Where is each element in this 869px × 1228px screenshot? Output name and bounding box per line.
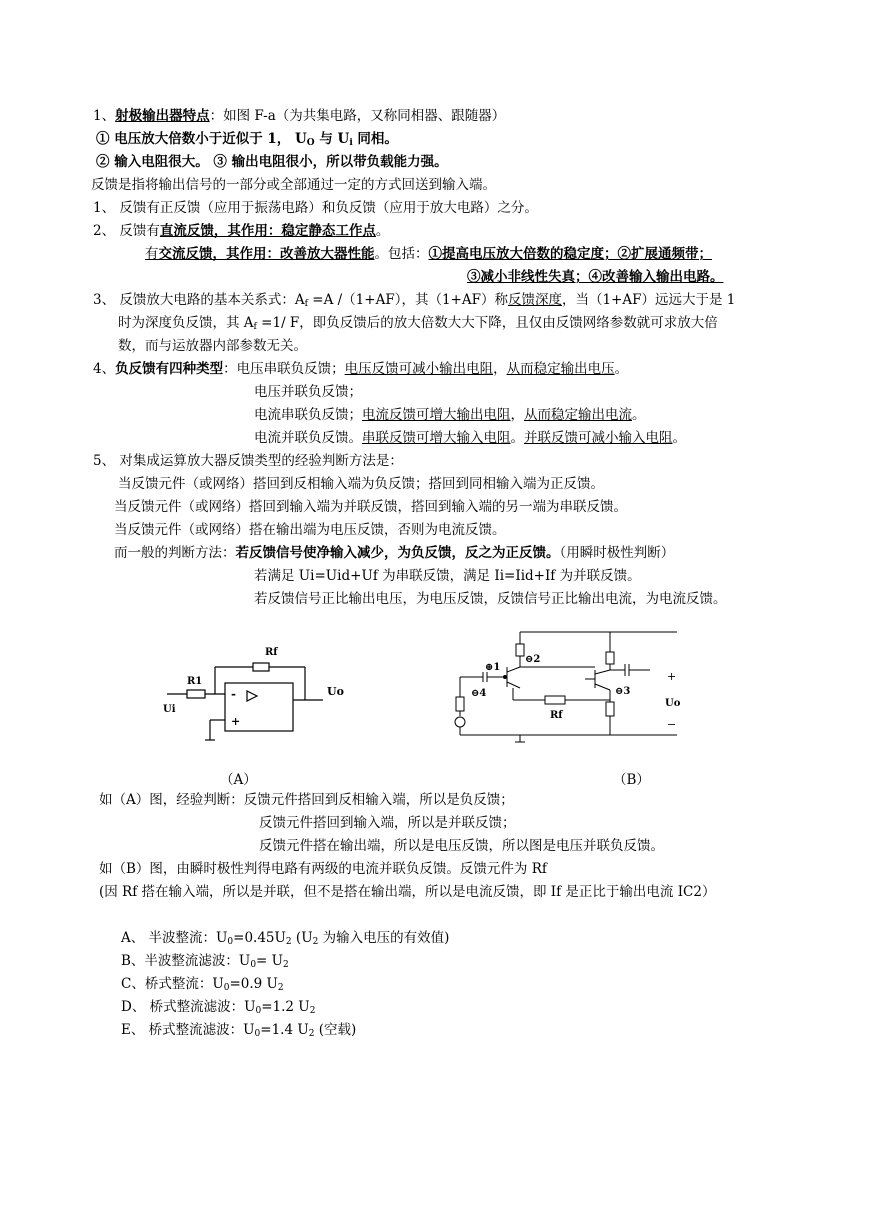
definition: 反馈是指将输出信号的一部分或全部通过一定的方式回送到输入端。 <box>91 177 496 193</box>
text: 。 <box>632 407 646 423</box>
formula-text: =0.9 U <box>229 976 278 992</box>
feature-text: 同相。 <box>352 131 398 147</box>
subscript: 2 <box>312 937 319 947</box>
point-2-line-3: ③减小非线性失真；④改善输入输出电路。 <box>467 269 724 285</box>
section-text: ：如图 F-a（为共集电路，又称同相器、跟随器） <box>209 108 506 124</box>
point-2 <box>93 222 389 240</box>
text: 3、 反馈放大电路的基本关系式：A <box>93 292 305 308</box>
subscript: 0 <box>250 960 257 970</box>
point-5-heading: 5、 对集成运算放大器反馈类型的经验判断方法是： <box>93 453 403 469</box>
text: 有 <box>145 246 159 262</box>
point-3-line-2 <box>118 314 718 336</box>
formula-text: E、 桥式整流滤波：U <box>121 1022 255 1038</box>
underlined-text: 电压反馈可减小输出电阻 <box>344 361 494 377</box>
subscript: O <box>306 138 315 148</box>
text: ， <box>493 361 507 377</box>
text: 4、 <box>93 361 116 377</box>
point-5-line-2: 当反馈元件（或网络）搭回到输入端为并联反馈，搭回到输入端的另一端为串联反馈。 <box>114 499 627 515</box>
explain-a-line-3: 反馈元件搭在输出端，所以是电压反馈，所以图是电压并联负反馈。 <box>259 838 664 854</box>
formula-text: A、 半波整流：U <box>121 930 228 946</box>
underlined-text: 从而稳定输出电流 <box>524 407 632 423</box>
point-3-line-3: 数，而与运放器内部参数无关。 <box>118 338 307 354</box>
subscript: 2 <box>277 983 284 993</box>
section-title: 射极输出器特点 <box>115 108 210 124</box>
resistor-rc1 <box>516 644 524 656</box>
label-uo: Uo <box>327 685 344 698</box>
underlined-text: 电流反馈可增大输出电阻 <box>362 407 511 423</box>
point-5-line-3: 当反馈元件（或网络）搭在输出端为电压反馈，否则为电流反馈。 <box>114 522 506 538</box>
feature-text: ① 电压放大倍数小于近似于 1， U <box>96 131 307 147</box>
caption-a: （A） <box>220 772 257 788</box>
text: 时为深度负反馈，其 A <box>118 315 254 331</box>
formula-text: =0.45U <box>233 930 286 946</box>
point-4-line-4 <box>254 429 686 447</box>
point-5-line-6: 若反馈信号正比输出电压，为电压反馈，反馈信号正比输出电流，为电流反馈。 <box>254 591 727 607</box>
polarity-4: ⊖4 <box>471 688 487 699</box>
point-5-line-4 <box>114 544 674 562</box>
resistor-r1 <box>187 690 205 698</box>
polarity-2: ⊖2 <box>525 654 541 665</box>
text: ：电压串联负反馈； <box>223 361 345 377</box>
polarity-3: ⊖3 <box>615 686 631 697</box>
formula-text: (U <box>291 930 313 946</box>
label-rf: Rf <box>265 647 278 658</box>
text: 。 <box>375 223 390 239</box>
text: 。包括： <box>374 246 429 262</box>
text: 2、 反馈有 <box>93 223 160 239</box>
circuit-figure-b <box>445 622 685 746</box>
label-minus-b: − <box>667 718 677 731</box>
bold-title: 负反馈有四种类型 <box>115 361 224 377</box>
rectifier-item <box>121 1021 356 1043</box>
point-5-line-5: 若满足 Ui=Uid+Uf 为串联反馈，满足 Ii=Iid+If 为并联反馈。 <box>254 568 641 584</box>
point-3-line-1 <box>93 291 735 313</box>
feature-line-1 <box>96 130 398 152</box>
underlined-text: 并联反馈可减小输入电阻 <box>524 430 673 446</box>
text: 而一般的判断方法： <box>114 545 236 561</box>
subscript: 2 <box>285 937 292 947</box>
point-5-line-1: 当反馈元件（或网络）搭回到反相输入端为负反馈；搭回到同相输入端为正反馈。 <box>118 476 604 492</box>
section-1-line <box>93 107 505 125</box>
formula-text: B、半波整流滤波：U <box>121 953 251 969</box>
resistor-rc2 <box>606 652 614 664</box>
rectifier-item <box>121 998 315 1020</box>
formula-text: =1.2 U <box>261 999 310 1015</box>
formula-text: 为输入电压的有效值) <box>318 930 450 946</box>
subscript: 0 <box>227 937 234 947</box>
explain-b-line-2: (因 Rf 搭在输入端，所以是并联，但不是搭在输出端，所以是电流反馈，即 If 是正比于输出电流 IC2） <box>99 884 716 900</box>
explain-a-line-1: 如（A）图，经验判断：反馈元件搭回到反相输入端，所以是负反馈； <box>99 792 514 808</box>
resistor-re2 <box>606 702 614 716</box>
explain-b-line-1: 如（B）图，由瞬时极性判得电路有两级的电流并联负反馈。反馈元件为 Rf <box>99 861 547 877</box>
text: 电流并联负反馈。 <box>254 430 362 446</box>
text: 。 <box>614 361 629 377</box>
point-1: 1、 反馈有正反馈（应用于振荡电路）和负反馈（应用于放大电路）之分。 <box>93 200 538 216</box>
section-number: 1、 <box>93 108 116 124</box>
point-4-line-1 <box>93 360 628 378</box>
formula-text: D、 桥式整流滤波：U <box>121 999 256 1015</box>
underlined-text: 反馈深度 <box>507 292 562 308</box>
underlined-text: 从而稳定输出电压 <box>506 361 615 377</box>
rectifier-item <box>121 929 449 951</box>
subscript: 0 <box>223 983 230 993</box>
point-4-line-3 <box>254 406 646 424</box>
subscript: f <box>253 322 257 332</box>
formula-text: = U <box>256 953 284 969</box>
underlined-text: ①提高电压放大倍数的稳定度；②扩展通频带； <box>428 246 712 262</box>
feature-text: 与 U <box>314 131 350 147</box>
text: 。 <box>510 430 524 446</box>
subscript: 2 <box>283 960 289 970</box>
text: =A /（1+AF），其（1+AF）称 <box>307 292 508 308</box>
subscript: i <box>349 138 353 148</box>
rectifier-item <box>121 975 284 997</box>
label-r1: R1 <box>187 676 203 687</box>
resistor-rf-b <box>545 696 565 704</box>
caption-b: （B） <box>613 772 650 788</box>
underlined-text: 交流反馈，其作用：改善放大器性能 <box>158 246 375 262</box>
subscript: f <box>304 299 308 309</box>
text: （用瞬时极性判断） <box>559 545 675 561</box>
resistor-rf <box>253 663 269 671</box>
polarity-1: ⊕1 <box>485 662 501 673</box>
text: 电流串联负反馈； <box>254 407 362 423</box>
label-uo-b: Uo <box>665 698 681 709</box>
rectifier-item <box>121 952 289 974</box>
label-plus-b: + <box>667 670 677 683</box>
text: =1/ F，即负反馈后的放大倍数大大下降，且仅由反馈网络参数就可求放大倍 <box>256 315 718 331</box>
label-rf-b: Rf <box>550 710 563 721</box>
text: ， <box>510 407 524 423</box>
subscript: 2 <box>309 1006 316 1016</box>
text: 。 <box>672 430 686 446</box>
formula-text: C、桥式整流：U <box>121 976 224 992</box>
label-minus: - <box>231 687 236 701</box>
label-ui: Ui <box>163 704 176 715</box>
explain-a-line-2: 反馈元件搭回到输入端，所以是并联反馈； <box>259 815 516 831</box>
text: ，当（1+AF）远远大于是 1 <box>561 292 736 308</box>
point-2-line-2 <box>145 245 712 263</box>
feature-line-2: ② 输入电阻很大。 ③ 输出电阻很小，所以带负载能力强。 <box>96 154 448 170</box>
formula-text: =1.4 U <box>260 1022 309 1038</box>
subscript: 0 <box>255 1006 262 1016</box>
source-icon <box>455 717 465 727</box>
subscript: 0 <box>254 1029 261 1039</box>
point-4-line-2: 电压并联负反馈； <box>254 384 362 400</box>
opamp-triangle-icon <box>247 691 257 701</box>
formula-text: (空载) <box>314 1022 357 1038</box>
label-plus: + <box>231 715 241 728</box>
bold-text: 若反馈信号使净输入减少，为负反馈，反之为正反馈。 <box>235 545 560 561</box>
underlined-text: 直流反馈，其作用：稳定静态工作点 <box>159 223 376 239</box>
subscript: 2 <box>308 1029 315 1039</box>
circuit-figure-a <box>155 640 355 750</box>
resistor-input <box>456 697 464 711</box>
underlined-text: 串联反馈可增大输入电阻 <box>362 430 511 446</box>
